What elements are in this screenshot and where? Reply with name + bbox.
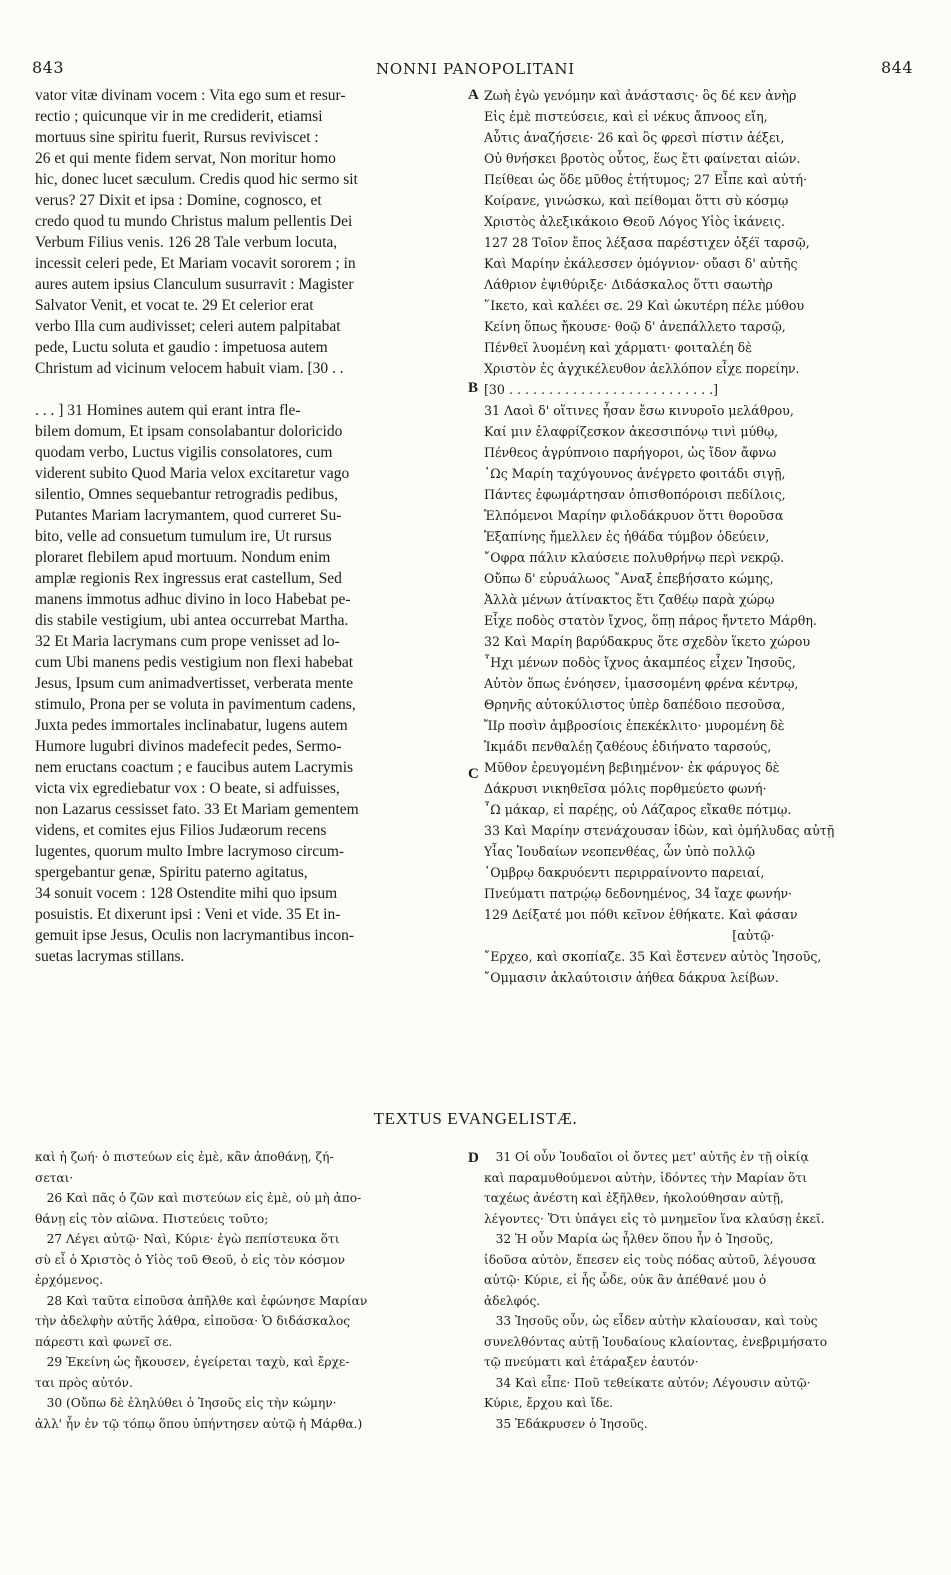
margin-letter-a: A <box>468 87 479 103</box>
evangelist-text-right: 31 Οἱ οὖν Ἰουδαῖοι οἱ ὄντες μετ' αὐτῆς ἐν τῇ οἰκίᾳ καὶ παραμυθούμενοι αὐτὴν, ἰδόντες τὴν Μαρίαν ὅτι ταχέως ἀνέστη καὶ ἐξῆλθεν, ἠκολούθησαν αὐτῇ, λέγοντες· Ὅτι ὑπάγει εἰς τὸ μνημεῖον ἵνα κλαύσῃ ἐκεῖ. 32 Ἡ οὖν Μαρία ὡς ἦλθεν ὅπου ἦν ὁ Ἰησοῦς, ἰδοῦσα αὐτὸν, ἔπεσεν εἰς τοὺς πόδας αὐτοῦ, λέγουσα αὐτῷ· Κύριε, εἰ ἦς ὧδε, οὐκ ἂν ἀπέθανέ μου ὁ ἀδελφός. 33 Ἰησοῦς οὖν, ὡς εἶδεν αὐτὴν κλαίουσαν, καὶ τοὺς συνελθόντας αὐτῇ Ἰουδαίους κλαίοντας, ἐνεβριμήσατο τῷ πνεύματι καὶ ἐτάραξεν ἑαυτόν· 34 Καὶ εἶπε· Ποῦ τεθείκατε αὐτόν; Λέγουσιν αὐτῷ· Κύριε, ἔρχου καὶ ἴδε. 35 Ἐδάκρυσεν ὁ Ἰησοῦς. <box>484 1150 828 1431</box>
latin-translation-column: vator vitæ divinam vocem : Vita ego sum et resur- rectio ; quicunque vir in me crediderit, etiamsi mortuus sine spiritu fuerit, Rursus reviviscet : 26 et qui mente fidem servat, Non moritur homo hic, donec lucet sæculum. Credis quod hic sermo sit verus? 27 Dixit et ipsa : Domine, cognosco, et credo quod tu mundo Christus malum pellentis Dei Verbum Filius venis. 126 28 Tale verbum locuta, incessit celeri pede, Et Mariam vocavit sororem ; in aures autem ipsius Clanculum susurravit : Magister Salvator Venit, et vocat te. 29 Et celerior erat verbo Illa cum audivisset; celeri autem palpitabat pede, Luctu soluta et gaudio : impetuosa autem Christum ad vicinum velocem habuit viam. [30 . . . . . ] 31 Homines autem qui erant intra fle- bilem domum, Et ipsam consolabantur doloricido quodam verbo, Luctus vigilis consolatores, cum viderent subito Quod Maria velox excitaretur vago silentio, Omnes sequebantur retrogradis pedibus, Putantes Mariam lacrymantem, quod curreret Su- bito, velle ad consuetum tumulum ire, Ut rursus ploraret flebilem apud mortuum. Nondum enim amplæ regionis Rex ingressus erat castellum, Sed manens immotus adhuc divino in loco Habebat pe- dis stabile vestigium, ubi antea occurrebat Martha. 32 Et Maria lacrymans cum prope venisset ad lo- cum Ubi manens pedis vestigium non flexi habebat Jesus, Ipsum cum animadvertisset, verberata mente stimulo, Prona per se voluta in pavimentum cadens, Juxta pedes immortales inclinabatur, lugens autem Humore lugubri divinos madefecit pedes, Sermo- nem eructans coactum ; e faucibus autem Lacrymis victa vix egrediebatur vox : O beate, si adfuisses, non Lazarus cessisset fato. 33 Et Mariam gementem videns, et comites ejus Filios Judæorum recens lugentes, quorum multo Imbre lacrymoso circum- spergebantur genæ, Spiritu paterno agitatus, 34 sonuit vocem : 128 Ostendite mihi quo ipsum posuistis. Et dixerunt ipsi : Veni et vide. 35 Et in- gemuit ipse Jesus, Oculis non lacrymantibus incon- suetas lacrymas stillans. <box>35 87 359 965</box>
margin-letter-b: B <box>468 380 479 396</box>
evangelist-text-left: καὶ ἡ ζωή· ὁ πιστεύων εἰς ἐμὲ, κἂν ἀποθάνῃ, ζή- σεται· 26 Καὶ πᾶς ὁ ζῶν καὶ πιστεύων εἰς ἐμὲ, οὐ μὴ ἀπο- θάνῃ εἰς τὸν αἰῶνα. Πιστεύεις τοῦτο; 27 Λέγει αὐτῷ· Ναὶ, Κύριε· ἐγὼ πεπίστευκα ὅτι σὺ εἶ ὁ Χριστὸς ὁ Υἱὸς τοῦ Θεοῦ, ὁ εἰς τὸν κόσμον ἐρχόμενος. 28 Καὶ ταῦτα εἰποῦσα ἀπῆλθε καὶ ἐφώνησε Μαρίαν τὴν ἀδελφὴν αὐτῆς λάθρα, εἰποῦσα· Ὁ διδάσκαλος πάρεστι καὶ φωνεῖ σε. 29 Ἐκείνη ὡς ἤκουσεν, ἐγείρεται ταχὺ, καὶ ἔρχε- ται πρὸς αὐτόν. 30 (Οὔπω δὲ ἐληλύθει ὁ Ἰησοῦς εἰς τὴν κώμην· ἀλλ' ἦν ἐν τῷ τόπῳ ὅπου ὑπήντησεν αὐτῷ ἡ Μάρθα.) <box>35 1150 368 1431</box>
margin-letter-d: D <box>468 1150 479 1166</box>
page-number-right: 844 <box>880 58 913 77</box>
running-title: NONNI PANOPOLITANI <box>375 60 576 78</box>
section-title: TEXTUS EVANGELISTÆ. <box>373 1109 578 1128</box>
greek-paraphrase-column: Ζωὴ ἐγὼ γενόμην καὶ ἀνάστασις· ὃς δέ κεν ἀνὴρ Εἰς ἐμὲ πιστεύσειε, καὶ εἰ νέκυς ἄπνοος εἴη, Αὖτις ἀναζήσειε· 26 καὶ ὃς φρεσὶ πίστιν ἀέξει, Οὐ θνήσκει βροτὸς οὗτος, ἕως ἔτι φαίνεται αἰών. Πείθεαι ὡς ὅδε μῦθος ἐτήτυμος; 27 Εἶπε καὶ αὐτή· Κοίρανε, γινώσκω, καὶ πείθομαι ὅττι σὺ κόσμῳ Χριστὸς ἀλεξικάκοιο Θεοῦ Λόγος Υἱὸς ἱκάνεις. 127 28 Τοῖον ἔπος λέξασα παρέστιχεν ὀξέϊ ταρσῷ, Καὶ Μαρίην ἐκάλεσσεν ὁμόγνιον· οὔασι δ' αὐτῆς Λάθριον ἐψιθύριξε· Διδάσκαλος ὅττι σαωτὴρ ῞Ικετο, καὶ καλέει σε. 29 Καὶ ὠκυτέρη πέλε μύθου Κείνη ὅπως ἤκουσε· θοῷ δ' ἀνεπάλλετο ταρσῷ, Πένθεϊ λυομένη καὶ χάρματι· φοιταλέη δὲ Χριστὸν ἐς ἀγχικέλευθον ἀελλόπον εἶχε πορείην. [30 . . . . . . . . . . . . . . . . . . . . . . . . . .] 31 Λαοὶ δ' οἵτινες ἦσαν ἔσω κινυροῖο μελάθρου, Καί μιν ἐλαφρίζεσκον ἀκεσσιπόνῳ τινὶ μύθῳ, Πένθεος ἀγρύπνοιο παρήγοροι, ὡς ἴδον ἄφνω ῾Ως Μαρίη ταχύγουνος ἀνέγρετο φοιτάδι σιγῇ, Πάντες ἐφωμάρτησαν ὀπισθοπόροισι πεδίλοις, Ἐλπόμενοι Μαρίην φιλοδάκρυον ὅττι θοροῦσα Ἐξαπίνης ἤμελλεν ἐς ἠθάδα τύμβον ὁδεύειν, ῎Οφρα πάλιν κλαύσειε πολυθρήνῳ περὶ νεκρῷ. Οὔπω δ' εὐρυάλωος ῎Αναξ ἐπεβήσατο κώμης, Ἀλλὰ μένων ἀτίνακτος ἔτι ζαθέῳ παρὰ χώρῳ Εἶχε ποδὸς στατὸν ἴχνος, ὅπῃ πάρος ἤντετο Μάρθη. 32 Καὶ Μαρίη βαρύδακρυς ὅτε σχεδὸν ἵκετο χώρου ῟Ηχι μένων ποδὸς ἴχνος ἀκαμπέος εἶχεν Ἰησοῦς, Αὐτὸν ὅπως ἐνόησεν, ἱμασσομένη φρένα κέντρῳ, Θρηνῆς αὐτοκύλιστος ὑπὲρ δαπέδοιο πεσοῦσα, ἼΙρ ποσὶν ἀμβροσίοις ἐπεκέκλιτο· μυρομένη δὲ Ἰκμάδι πενθαλέῃ ζαθέους ἐδιήνατο ταρσούς, Μῦθον ἐρευγομένη βεβιημένον· ἐκ φάρυγος δὲ Δάκρυσι νικηθεῖσα μόλις πορθμεύετο φωνή· ῏Ω μάκαρ, εἰ παρέῃς, οὐ Λάζαρος εἴκαθε πότμῳ. 33 Καὶ Μαρίην στενάχουσαν ἰδὼν, καὶ ὁμήλυδας αὐτῇ Υἷας Ἰουδαίων νεοπενθέας, ὧν ὑπὸ πολλῷ ῾Ομβρῳ δακρυόεντι περιρραίνοντο παρειαί, Πνεύματι πατρῴῳ δεδονημένος, 34 ἴαχε φωνήν· 129 Δείξατέ μοι πόθι κεῖνον ἐθήκατε. Καὶ φάσαν [αὐτῷ· ῎Ερχεο, καὶ σκοπίαζε. 35 Καὶ ἔστενεν αὐτὸς Ἰησοῦς, ῎Ομμασιν ἀκλαύτοισιν ἀήθεα δάκρυα λείβων. <box>484 88 835 985</box>
page-number-left: 843 <box>32 58 65 77</box>
margin-letter-c: C <box>468 766 479 782</box>
